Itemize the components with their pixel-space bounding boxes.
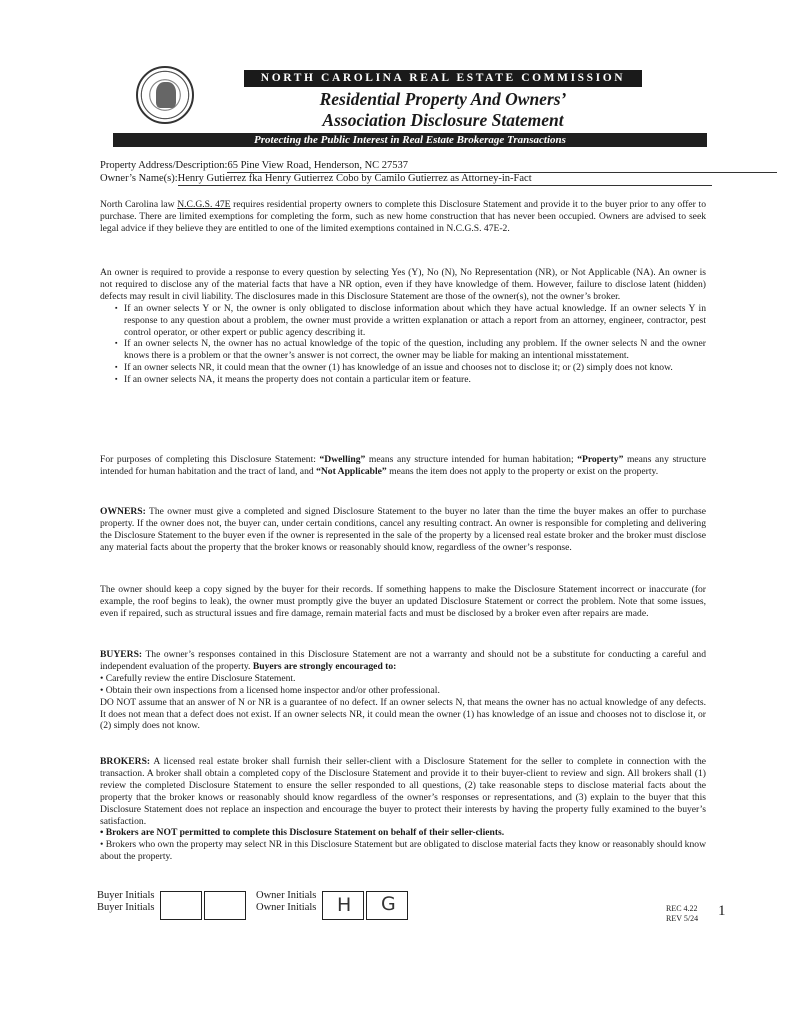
buyer-initials-labels: Buyer Initials Buyer Initials [97, 890, 155, 913]
brokers-section: BROKERS: A licensed real estate broker shall furnish their seller-client with a Disclosure Statement for the seller to complete in connection with the transaction. A broker shall obtain a completed copy of the Disclosure Statement and provide it to their buyer-client to review and sign. All brokers shall (1) review the completed Disclosure Statement to ensure the seller responded to all questions, (2) take reasonable steps to disclose material facts about the property that the broker knows or reasonably should know regardless of the owner’s responses or representations, and (3) explain to the buyer that this Disclosure Statement does not replace an inspection and encourage the buyer to protect their interests by having the property fully examined to the buyer’s satisfaction. • Brokers are NOT permitted to complete this Disclosure Statement on behalf of their seller-clients. • Brokers who own the property may select NR in this Disclosure Statement but are obligated to disclose material facts they know or reasonably should know about the property. [100, 756, 706, 863]
owner-initial-mark-1: H [337, 894, 352, 916]
property-address-label: Property Address/Description: [100, 160, 228, 171]
owner-initials-labels: Owner Initials Owner Initials [256, 890, 317, 913]
buyer-initials-box-1[interactable] [160, 891, 202, 920]
buyers-heading: BUYERS: [100, 649, 143, 660]
tagline-bar: Protecting the Public Interest in Real Estate Brokerage Transactions [113, 133, 707, 147]
commission-seal-icon [136, 66, 194, 124]
owner-initials-box-1[interactable] [322, 891, 364, 920]
property-address-row [100, 159, 777, 173]
buyers-item-review: • Carefully review the entire Disclosure Statement. [100, 672, 296, 684]
commission-banner: NORTH CAROLINA REAL ESTATE COMMISSION [244, 70, 642, 87]
purposes-paragraph: For purposes of completing this Disclosure Statement: “Dwelling” means any structure intended for human habitation; “Property” means any structure intended for human habitation and the tract of land, and “Not Applicable” means the item does not apply to the property or exist on the property. [100, 454, 707, 477]
intro-paragraph: North Carolina law N.C.G.S. 47E requires residential property owners to complete this Disclosure Statement and provide it to the buyer prior to any offer to purchase. There are limited exemptions for completing the form, such as new home construction that has never been occupied. Owners are advised to seek legal advice if they believe they are entitled to one of the limited exemptions contained in N.C.G.S. 47E-2. [100, 199, 706, 234]
brokers-heading: BROKERS: [100, 756, 151, 767]
response-bullet-na: ▪ If an owner selects NA, it means the property does not contain a particular item or feature. [100, 374, 706, 386]
form-title-line2: Association Disclosure Statement [322, 110, 564, 130]
buyer-initials-box-2[interactable] [204, 891, 246, 920]
property-address-field[interactable]: 65 Pine View Road, Henderson, NC 27537 [227, 159, 777, 173]
response-bullet-nr: ▪ If an owner selects NR, it could mean that the owner (1) has knowledge of an issue and chooses not to disclose it; or (2) simply does not know. [100, 362, 706, 374]
owner-initial-mark-2: G [381, 893, 396, 915]
owner-name-field[interactable]: Henry Gutierrez fka Henry Gutierrez Cobo by Camilo Gutierrez as Attorney-in-Fact [178, 172, 712, 186]
response-paragraph: An owner is required to provide a response to every question by selecting Yes (Y), No (N), No Representation (NR), or Not Applicable (NA). An owner is not required to disclose any of the material facts that have a NR option, even if they have knowledge of them. However, failure to disclose latent (hidden) defects may result in civil liability. The disclosures made in this Disclosure Statement are those of the owner(s), not the owner’s broker. [100, 267, 706, 302]
owner-initials-box-2[interactable] [366, 891, 408, 920]
buyers-section: BUYERS: The owner’s responses contained in this Disclosure Statement are not a warranty and should not be a substitute for conducting a careful and independent evaluation of the property. Buyers are strongly encouraged to: • Carefully review the entire Disclosure Statement. • Obtain their own inspections from a licensed home inspector and/or other professional. DO NOT assume that an answer of N or NR is a guarantee of no defect. If an owner selects N, that means the owner has no actual knowledge of any defects. It does not mean that a defect does not exist. If an owner selects NR, it could mean the owner (1) has knowledge of an issue and chooses not to disclose it, or (2) simply does not know. [100, 649, 706, 732]
law-reference: N.C.G.S. 47E [177, 199, 231, 210]
form-revision: REC 4.22 REV 5/24 [666, 904, 699, 923]
response-bullet-y-n: ▪ If an owner selects Y or N, the owner is only obligated to disclose information about which they have actual knowledge. If an owner selects Y in response to any question about a problem, the owner must provide a written explanation or attach a report from an attorney, engineer, contractor, pest control operator, or other expert or public agency describing it. [100, 303, 706, 339]
response-section [100, 267, 706, 386]
copy-paragraph: The owner should keep a copy signed by the buyer for their records. If something happens to make the Disclosure Statement incorrect or inaccurate (for example, the roof begins to leak), the owner must promptly give the buyer an updated Disclosure Statement or correct the problem. Note that some issues, even if repaired, such as structural issues and fire damage, remain material facts and must be disclosed by a broker even after repairs are made. [100, 584, 706, 619]
page-number: 1 [718, 903, 726, 919]
response-bullet-n: ▪ If an owner selects N, the owner has no actual knowledge of the topic of the question, including any problem. If the owner selects N and the owner knows there is a problem or that the owner’s answer is not correct, the owner may be liable for making an intentional misstatement. [100, 338, 706, 362]
form-title-line1: Residential Property And Owners’ [319, 89, 567, 109]
owners-heading: OWNERS: [100, 506, 146, 517]
brokers-bullet-own: • Brokers who own the property may select NR in this Disclosure Statement but are obligated to disclose material facts they know or reasonably should know about the property. [100, 839, 706, 863]
buyers-item-inspections: • Obtain their own inspections from a licensed home inspector and/or other professional. [100, 684, 440, 696]
owner-name-row [100, 172, 712, 186]
owners-paragraph: OWNERS: The owner must give a completed and signed Disclosure Statement to the buyer no later than the time the buyer makes an offer to purchase property. If the owner does not, the buyer can, under certain conditions, cancel any resulting contract. An owner is responsible for completing and delivering the Disclosure Statement to the buyer even if the owner is represented in the sale of the property by a licensed real estate broker and the broker must disclose any material facts about the property that the broker knows or reasonably should know, regardless of the owner’s response. [100, 506, 706, 553]
brokers-bold-bullet: • Brokers are NOT permitted to complete this Disclosure Statement on behalf of their seller-clients. [100, 827, 505, 839]
buyers-warning: DO NOT assume that an answer of N or NR is a guarantee of no defect. If an owner selects N, that means the owner has no actual knowledge of any defects. It does not mean that a defect does not exist. If an owner selects NR, it could mean the owner (1) has knowledge of an issue and chooses not to disclose it, or (2) simply does not know. [100, 696, 706, 732]
owner-name-label: Owner’s Name(s): [100, 173, 178, 184]
